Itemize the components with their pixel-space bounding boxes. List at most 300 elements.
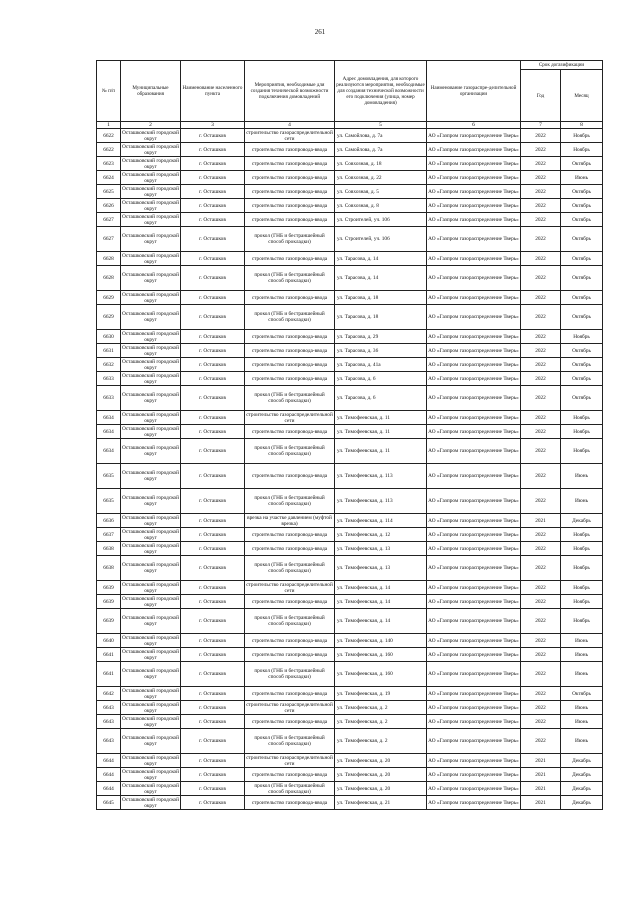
cell-year: 2022 — [521, 372, 561, 386]
cell-number: 6630 — [97, 330, 121, 344]
cell-locality: г. Осташков — [181, 782, 245, 796]
cell-organization: АО «Газпром газораспределение Тверь» — [427, 634, 521, 648]
cell-month: Июнь — [561, 662, 603, 687]
cell-year: 2022 — [521, 157, 561, 171]
cell-address: ул. Строителей, уч. 106 — [335, 213, 427, 227]
table-row — [97, 648, 603, 662]
cell-number: 6639 — [97, 609, 121, 634]
cell-locality: г. Осташков — [181, 609, 245, 634]
cell-number: 6634 — [97, 439, 121, 464]
cell-measure: строительство газопровода-ввода — [245, 157, 335, 171]
cell-number: 6644 — [97, 768, 121, 782]
cell-municipality: Осташковский городской округ — [122, 199, 179, 212]
cell-number: 6628 — [97, 252, 121, 266]
cell-number: 6629 — [97, 305, 121, 330]
cell-year: 2022 — [521, 648, 561, 662]
table-row — [97, 199, 603, 213]
cell-number: 6644 — [97, 782, 121, 796]
cell-month: Июнь — [561, 634, 603, 648]
cell-month: Ноябрь — [561, 609, 603, 634]
cell-address: ул. Тимофеевская, д. 11 — [335, 439, 427, 464]
cell-address: ул. Тимофеевская, д. 113 — [335, 489, 427, 514]
header-deadline: Срок догазификации — [521, 61, 603, 70]
cell-number: 6633 — [97, 386, 121, 411]
table-row — [97, 662, 603, 687]
column-index: 3 — [181, 122, 245, 129]
cell-municipality: Осташковский городской округ — [122, 291, 179, 304]
cell-organization: АО «Газпром газораспределение Тверь» — [427, 556, 521, 581]
cell-measure: строительство газопровода-ввода — [245, 199, 335, 213]
table-row — [97, 143, 603, 157]
header-locality: Наименование населенного пункта — [181, 61, 245, 122]
cell-measure: строительство газораспределительной сети — [246, 754, 333, 767]
cell-locality: г. Осташков — [181, 171, 245, 185]
cell-month: Ноябрь — [561, 556, 603, 581]
cell-locality: г. Осташков — [181, 291, 245, 305]
cell-locality: г. Осташков — [181, 662, 245, 687]
cell-address: ул. Тимофеевская, д. 19 — [335, 687, 427, 701]
cell-month: Октябрь — [561, 372, 603, 386]
cell-organization: АО «Газпром газораспределение Тверь» — [427, 796, 521, 810]
cell-month: Октябрь — [561, 199, 603, 213]
table-row — [97, 556, 603, 581]
cell-address: ул. Тимофеевская, д. 12 — [335, 528, 427, 542]
cell-municipality: Осташковский городской округ — [121, 489, 181, 514]
cell-organization: АО «Газпром газораспределение Тверь» — [427, 171, 521, 185]
cell-locality: г. Осташков — [181, 754, 245, 768]
table-row — [97, 252, 603, 266]
cell-month: Октябрь — [561, 157, 603, 171]
cell-year: 2022 — [521, 701, 561, 715]
cell-address: ул. Тимофеевская, д. 14 — [335, 595, 427, 609]
table-row — [97, 425, 603, 439]
cell-municipality: Осташковский городской округ — [122, 648, 179, 661]
cell-number: 6640 — [97, 634, 121, 648]
cell-municipality: Осташковский городской округ — [122, 715, 179, 728]
table-row — [97, 266, 603, 291]
cell-organization: АО «Газпром газораспределение Тверь» — [427, 185, 521, 199]
table-row — [97, 213, 603, 227]
cell-organization: АО «Газпром газораспределение Тверь» — [427, 411, 521, 425]
cell-measure: строительство газопровода-ввода — [245, 715, 335, 729]
cell-address: ул. Тимофеевская, д. 13 — [335, 556, 427, 581]
cell-measure: строительство газопровода-ввода — [245, 648, 335, 662]
cell-number: 6627 — [97, 213, 121, 227]
cell-measure: строительство газораспределительной сети — [246, 129, 333, 142]
cell-measure: прокол (ГНБ и бестраншейный способ прокладки) — [245, 556, 335, 581]
cell-address: ул. Тарасова, д. 18 — [335, 305, 427, 330]
cell-address: ул. Тарасова, д. 36 — [335, 344, 427, 358]
cell-organization: АО «Газпром газораспределение Тверь» — [427, 386, 521, 411]
cell-year: 2022 — [521, 581, 561, 595]
cell-locality: г. Осташков — [181, 528, 245, 542]
cell-year: 2022 — [521, 662, 561, 687]
cell-address: ул. Тимофеевская, д. 160 — [335, 662, 427, 687]
cell-measure: строительство газораспределительной сети — [246, 581, 333, 594]
cell-municipality: Осташковский городской округ — [121, 609, 181, 634]
cell-locality: г. Осташков — [181, 768, 245, 782]
cell-year: 2021 — [521, 782, 561, 796]
table-row — [97, 344, 603, 358]
cell-measure: строительство газопровода-ввода — [245, 372, 335, 386]
cell-organization: АО «Газпром газораспределение Тверь» — [427, 687, 521, 701]
cell-address: ул. Тарасова, д. 14 — [335, 252, 427, 266]
cell-address: ул. Тарасова, д. 18 — [335, 291, 427, 305]
page-number: 261 — [314, 28, 326, 36]
table-row — [97, 609, 603, 634]
cell-locality: г. Осташков — [181, 266, 245, 291]
cell-month: Ноябрь — [561, 528, 603, 542]
column-index: 7 — [521, 122, 561, 129]
cell-locality: г. Осташков — [181, 372, 245, 386]
table-row — [97, 542, 603, 556]
cell-organization: АО «Газпром газораспределение Тверь» — [427, 754, 521, 768]
cell-year: 2022 — [521, 634, 561, 648]
table-row — [97, 634, 603, 648]
cell-measure: строительство газопровода-ввода — [245, 213, 335, 227]
cell-number: 6638 — [97, 542, 121, 556]
cell-locality: г. Осташков — [181, 581, 245, 595]
cell-locality: г. Осташков — [181, 687, 245, 701]
cell-address: ул. Строителей, уч. 106 — [335, 227, 427, 252]
column-index: 5 — [335, 122, 427, 129]
cell-municipality: Осташковский городской округ — [122, 542, 179, 555]
cell-month: Декабрь — [561, 782, 603, 796]
cell-municipality: Осташковский городской округ — [122, 581, 179, 594]
cell-month: Октябрь — [561, 266, 603, 291]
table-row — [97, 227, 603, 252]
cell-locality: г. Осташков — [181, 648, 245, 662]
cell-organization: АО «Газпром газораспределение Тверь» — [427, 213, 521, 227]
cell-organization: АО «Газпром газораспределение Тверь» — [427, 595, 521, 609]
cell-municipality: Осташковский городской округ — [122, 514, 179, 527]
cell-month: Октябрь — [561, 344, 603, 358]
cell-address: ул. Тимофеевская, д. 20 — [335, 754, 427, 768]
cell-year: 2022 — [521, 213, 561, 227]
cell-locality: г. Осташков — [181, 199, 245, 213]
cell-number: 6642 — [97, 687, 121, 701]
cell-address: ул. Совхозная, д. 8 — [335, 199, 427, 213]
gasification-table — [96, 60, 603, 810]
table-row — [97, 330, 603, 344]
cell-number: 6628 — [97, 266, 121, 291]
cell-locality: г. Осташков — [181, 129, 245, 143]
cell-measure: строительство газопровода-ввода — [245, 528, 335, 542]
cell-measure: строительство газопровода-ввода — [245, 796, 335, 810]
cell-month: Октябрь — [561, 185, 603, 199]
cell-organization: АО «Газпром газораспределение Тверь» — [427, 291, 521, 305]
table-row — [97, 185, 603, 199]
cell-organization: АО «Газпром газораспределение Тверь» — [427, 464, 521, 489]
cell-number: 6635 — [97, 464, 121, 489]
cell-organization: АО «Газпром газораспределение Тверь» — [427, 768, 521, 782]
table-row — [97, 595, 603, 609]
cell-year: 2022 — [521, 266, 561, 291]
cell-organization: АО «Газпром газораспределение Тверь» — [427, 330, 521, 344]
header-organization: Наименование газораспре-делительной организации — [427, 61, 521, 122]
table-row — [97, 305, 603, 330]
cell-municipality: Осташковский городской округ — [122, 595, 179, 608]
cell-municipality: Осташковский городской округ — [122, 344, 179, 357]
cell-locality: г. Осташков — [181, 514, 245, 528]
cell-number: 6639 — [97, 595, 121, 609]
cell-organization: АО «Газпром газораспределение Тверь» — [427, 305, 521, 330]
cell-locality: г. Осташков — [181, 344, 245, 358]
cell-address: ул. Совхозная, д. 18 — [335, 157, 427, 171]
cell-locality: г. Осташков — [181, 252, 245, 266]
cell-address: ул. Совхозная, д. 22 — [335, 171, 427, 185]
cell-address: ул. Тимофеевская, д. 20 — [335, 782, 427, 796]
cell-month: Ноябрь — [561, 595, 603, 609]
cell-number: 6637 — [97, 528, 121, 542]
cell-month: Июнь — [561, 715, 603, 729]
cell-address: ул. Самойлова, д. 7а — [335, 143, 427, 157]
cell-measure: прокол (ГНБ и бестраншейный способ прокладки) — [245, 489, 335, 514]
cell-municipality: Осташковский городской округ — [122, 358, 179, 371]
cell-organization: АО «Газпром газораспределение Тверь» — [427, 372, 521, 386]
cell-municipality: Осташковский городской округ — [121, 464, 181, 489]
cell-year: 2022 — [521, 464, 561, 489]
cell-month: Ноябрь — [561, 330, 603, 344]
column-index: 6 — [427, 122, 521, 129]
cell-month: Ноябрь — [561, 425, 603, 439]
cell-measure: строительство газопровода-ввода — [245, 595, 335, 609]
cell-address: ул. Тимофеевская, д. 114 — [335, 514, 427, 528]
cell-organization: АО «Газпром газораспределение Тверь» — [427, 782, 521, 796]
cell-municipality: Осташковский городской округ — [121, 662, 181, 687]
cell-number: 6636 — [97, 514, 121, 528]
cell-municipality: Осташковский городской округ — [122, 330, 179, 343]
cell-number: 6634 — [97, 425, 121, 439]
cell-municipality: Осташковский городской округ — [122, 129, 179, 142]
cell-measure: строительство газопровода-ввода — [245, 330, 335, 344]
cell-municipality: Осташковский городской округ — [122, 796, 179, 809]
cell-year: 2022 — [521, 542, 561, 556]
cell-municipality: Осташковский городской округ — [122, 143, 179, 156]
cell-locality: г. Осташков — [181, 542, 245, 556]
cell-organization: АО «Газпром газораспределение Тверь» — [427, 648, 521, 662]
cell-municipality: Осташковский городской округ — [122, 425, 179, 438]
cell-measure: строительство газопровода-ввода — [245, 358, 335, 372]
cell-municipality: Осташковский городской округ — [122, 528, 179, 541]
cell-number: 6638 — [97, 556, 121, 581]
table-row — [97, 796, 603, 810]
cell-measure: прокол (ГНБ и бестраншейный способ прокладки) — [245, 266, 335, 291]
cell-number: 6631 — [97, 344, 121, 358]
cell-municipality: Осташковский городской округ — [121, 439, 181, 464]
cell-address: ул. Тимофеевская, д. 11 — [335, 411, 427, 425]
cell-municipality: Осташковский городской округ — [121, 386, 181, 411]
cell-address: ул. Тимофеевская, д. 14 — [335, 609, 427, 634]
cell-measure: прокол (ГНБ и бестраншейный способ прокладки) — [245, 386, 335, 411]
cell-year: 2022 — [521, 129, 561, 143]
cell-locality: г. Осташков — [181, 330, 245, 344]
table-row — [97, 464, 603, 489]
cell-locality: г. Осташков — [181, 143, 245, 157]
cell-organization: АО «Газпром газораспределение Тверь» — [427, 439, 521, 464]
cell-number: 6635 — [97, 489, 121, 514]
cell-measure: строительство газопровода-ввода — [245, 542, 335, 556]
cell-address: ул. Тимофеевская, д. 13 — [335, 542, 427, 556]
cell-measure: строительство газопровода-ввода — [245, 634, 335, 648]
cell-municipality: Осташковский городской округ — [122, 213, 179, 226]
table-row — [97, 701, 603, 715]
header-measure: Мероприятия, необходимые для создания технической возможности подключения домовладений — [245, 61, 335, 122]
cell-month: Декабрь — [561, 754, 603, 768]
cell-month: Июнь — [561, 464, 603, 489]
cell-organization: АО «Газпром газораспределение Тверь» — [427, 199, 521, 213]
cell-measure: прокол (ГНБ и бестраншейный способ прокладки) — [245, 662, 335, 687]
cell-measure: строительство газораспределительной сети — [246, 411, 333, 424]
table-row — [97, 514, 603, 528]
table-row — [97, 754, 603, 768]
cell-number: 6633 — [97, 372, 121, 386]
cell-year: 2022 — [521, 386, 561, 411]
cell-organization: АО «Газпром газораспределение Тверь» — [427, 252, 521, 266]
cell-number: 6641 — [97, 648, 121, 662]
table-row — [97, 291, 603, 305]
cell-organization: АО «Газпром газораспределение Тверь» — [427, 143, 521, 157]
table-row — [97, 439, 603, 464]
cell-locality: г. Осташков — [181, 729, 245, 754]
cell-year: 2022 — [521, 344, 561, 358]
cell-address: ул. Тимофеевская, д. 2 — [335, 729, 427, 754]
cell-month: Ноябрь — [561, 143, 603, 157]
cell-municipality: Осташковский городской округ — [122, 782, 179, 795]
cell-year: 2022 — [521, 171, 561, 185]
cell-measure: прокол (ГНБ и бестраншейный способ прокладки) — [245, 729, 335, 754]
cell-number: 6622 — [97, 129, 121, 143]
cell-locality: г. Осташков — [181, 227, 245, 252]
cell-year: 2022 — [521, 595, 561, 609]
cell-month: Ноябрь — [561, 542, 603, 556]
cell-organization: АО «Газпром газораспределение Тверь» — [427, 715, 521, 729]
cell-year: 2022 — [521, 729, 561, 754]
cell-address: ул. Совхозная, д. 5 — [335, 185, 427, 199]
cell-year: 2022 — [521, 425, 561, 439]
cell-number: 6643 — [97, 701, 121, 715]
cell-measure: строительство газопровода-ввода — [245, 464, 335, 489]
cell-month: Декабрь — [561, 768, 603, 782]
cell-municipality: Осташковский городской округ — [122, 157, 179, 170]
header-num: № п/п — [97, 61, 121, 122]
cell-locality: г. Осташков — [181, 556, 245, 581]
cell-municipality: Осташковский городской округ — [121, 729, 181, 754]
cell-measure: строительство газопровода-ввода — [245, 143, 335, 157]
cell-organization: АО «Газпром газораспределение Тверь» — [427, 514, 521, 528]
cell-number: 6644 — [97, 754, 121, 768]
cell-address: ул. Тимофеевская, д. 140 — [335, 634, 427, 648]
cell-locality: г. Осташков — [181, 425, 245, 439]
cell-measure: строительство газопровода-ввода — [245, 291, 335, 305]
cell-municipality: Осташковский городской округ — [122, 411, 179, 424]
cell-measure: строительство газопровода-ввода — [245, 185, 335, 199]
cell-organization: АО «Газпром газораспределение Тверь» — [427, 701, 521, 715]
cell-month: Октябрь — [561, 358, 603, 372]
cell-organization: АО «Газпром газораспределение Тверь» — [427, 227, 521, 252]
cell-locality: г. Осташков — [181, 411, 245, 425]
cell-organization: АО «Газпром газораспределение Тверь» — [427, 358, 521, 372]
cell-address: ул. Тимофеевская, д. 11 — [335, 425, 427, 439]
cell-municipality: Осташковский городской округ — [122, 754, 179, 767]
table-row — [97, 358, 603, 372]
cell-month: Ноябрь — [561, 581, 603, 595]
cell-locality: г. Осташков — [181, 701, 245, 715]
cell-month: Ноябрь — [561, 411, 603, 425]
table-row — [97, 782, 603, 796]
cell-address: ул. Тарасова, д. 14 — [335, 266, 427, 291]
cell-measure: строительство газопровода-ввода — [245, 687, 335, 701]
cell-municipality: Осташковский городской округ — [122, 372, 179, 385]
cell-year: 2022 — [521, 411, 561, 425]
cell-address: ул. Тарасова, д. 41а — [335, 358, 427, 372]
cell-locality: г. Осташков — [181, 715, 245, 729]
cell-number: 6632 — [97, 358, 121, 372]
table-row — [97, 528, 603, 542]
cell-measure: прокол (ГНБ и бестраншейный способ прокладки) — [245, 439, 335, 464]
cell-locality: г. Осташков — [181, 213, 245, 227]
cell-address: ул. Тимофеевская, д. 21 — [335, 796, 427, 810]
cell-address: ул. Тимофеевская, д. 113 — [335, 464, 427, 489]
cell-organization: АО «Газпром газораспределение Тверь» — [427, 129, 521, 143]
cell-measure: строительство газопровода-ввода — [245, 252, 335, 266]
table-row — [97, 411, 603, 425]
cell-number: 6623 — [97, 157, 121, 171]
cell-year: 2022 — [521, 556, 561, 581]
table-row — [97, 729, 603, 754]
column-index: 4 — [245, 122, 335, 129]
cell-municipality: Осташковский городской округ — [122, 252, 179, 265]
header-year: Год — [521, 70, 561, 122]
cell-municipality: Осташковский городской округ — [122, 634, 179, 647]
cell-year: 2022 — [521, 199, 561, 213]
column-index: 8 — [561, 122, 603, 129]
cell-municipality: Осташковский городской округ — [122, 185, 179, 198]
cell-number: 6625 — [97, 185, 121, 199]
cell-number: 6641 — [97, 662, 121, 687]
cell-year: 2021 — [521, 768, 561, 782]
cell-locality: г. Осташков — [181, 305, 245, 330]
cell-municipality: Осташковский городской округ — [122, 171, 179, 184]
table-row — [97, 687, 603, 701]
cell-locality: г. Осташков — [181, 358, 245, 372]
cell-address: ул. Тимофеевская, д. 160 — [335, 648, 427, 662]
cell-measure: строительство газопровода-ввода — [245, 171, 335, 185]
cell-municipality: Осташковский городской округ — [121, 556, 181, 581]
table-row — [97, 386, 603, 411]
cell-month: Ноябрь — [561, 439, 603, 464]
cell-organization: АО «Газпром газораспределение Тверь» — [427, 581, 521, 595]
cell-organization: АО «Газпром газораспределение Тверь» — [427, 542, 521, 556]
cell-month: Октябрь — [561, 386, 603, 411]
cell-locality: г. Осташков — [181, 157, 245, 171]
cell-number: 6626 — [97, 199, 121, 213]
cell-municipality: Осташковский городской округ — [121, 266, 181, 291]
cell-organization: АО «Газпром газораспределение Тверь» — [427, 266, 521, 291]
cell-year: 2022 — [521, 439, 561, 464]
cell-month: Июнь — [561, 171, 603, 185]
column-index: 1 — [97, 122, 121, 129]
table-row — [97, 768, 603, 782]
cell-address: ул. Тарасова, д. 6 — [335, 372, 427, 386]
table-row — [97, 171, 603, 185]
cell-organization: АО «Газпром газораспределение Тверь» — [427, 425, 521, 439]
cell-municipality: Осташковский городской округ — [122, 687, 179, 700]
table-row — [97, 129, 603, 143]
cell-month: Июнь — [561, 729, 603, 754]
cell-measure: врезка на участке давлением (муфтой врезка) — [245, 514, 335, 528]
cell-measure: строительство газопровода-ввода — [245, 425, 335, 439]
